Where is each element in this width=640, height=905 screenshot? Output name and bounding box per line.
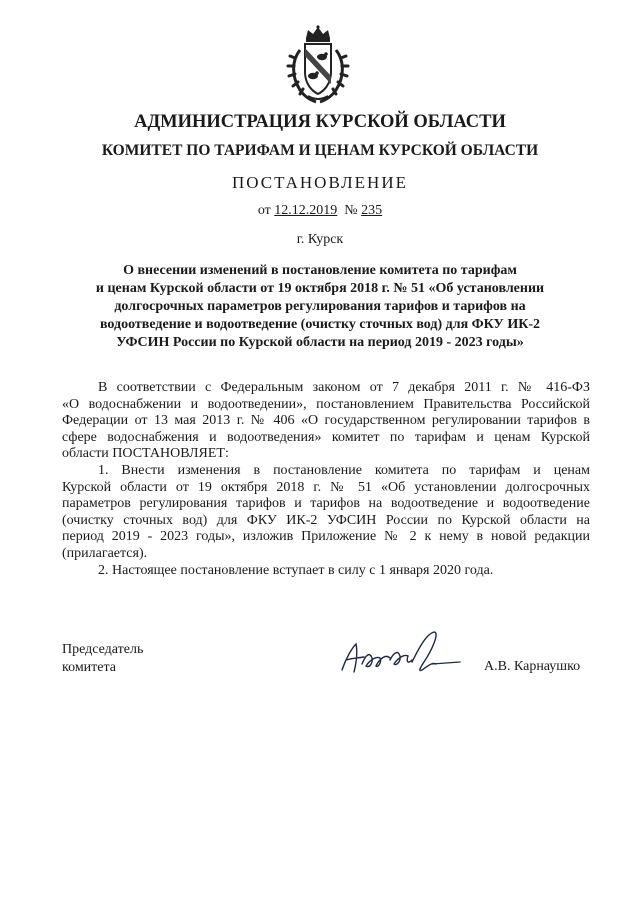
document-type: ПОСТАНОВЛЕНИЕ <box>231 173 408 192</box>
coat-of-arms-icon <box>286 24 350 104</box>
item-1-line: (очистку сточных вод) для ФКУ ИК-2 УФСИН России по Курской области на <box>62 512 590 528</box>
signatory-name: А.В. Карнаушко <box>484 659 581 674</box>
preamble-line: сфере водоснабжения и водоотведения» комитет по тарифам и ценам Курской <box>62 429 590 445</box>
item-1-line: 1. Внести изменения в постановление комитета по тарифам и ценам <box>98 462 590 478</box>
position-line: комитета <box>62 660 117 675</box>
document-body <box>62 380 590 579</box>
preamble-line: области ПОСТАНОВЛЯЕТ: <box>62 446 229 462</box>
preamble-line: «О водоснабжении и водоотведении», постановлением Правительства Российской <box>62 396 590 412</box>
item-1-line: (прилагается). <box>62 545 148 561</box>
subject-line: долгосрочных параметров регулирования тарифов и тарифов на <box>114 299 526 314</box>
subject-line: и ценам Курской области от 19 октября 2018 г. № 51 «Об установлении <box>95 281 545 296</box>
number-prefix: № <box>344 203 358 218</box>
preamble-line: Федерации от 13 мая 2013 г. № 406 «О государственном регулировании тарифов в <box>62 413 590 429</box>
document-number: 235 <box>361 203 383 218</box>
document-date-number <box>0 203 640 219</box>
administration-title: АДМИНИСТРАЦИЯ КУРСКОЙ ОБЛАСТИ <box>134 112 506 132</box>
item-2-line: 2. Настоящее постановление вступает в силу с 1 января 2020 года. <box>98 562 494 578</box>
item-1-paragraph <box>62 463 590 563</box>
subject-line: водоотведение и водоотведение (очистку сточных вод) для ФКУ ИК-2 <box>99 317 541 332</box>
item-1-line: период 2019 - 2023 годы», изложив Приложение № 2 к нему в новой редакции <box>62 529 590 545</box>
signatory-position <box>62 641 143 677</box>
committee-title: КОМИТЕТ ПО ТАРИФАМ И ЦЕНАМ КУРСКОЙ ОБЛАСТИ <box>101 142 539 159</box>
position-line: Председатель <box>62 642 144 657</box>
subject-line: УФСИН России по Курской области на период 2019 - 2023 годы» <box>116 335 524 350</box>
subject-line: О внесении изменений в постановление комитета по тарифам <box>123 263 517 278</box>
document-subject <box>70 262 570 352</box>
item-1-line: параметров регулирования тарифов и тарифов на водоотведение и водоотведение <box>62 496 590 512</box>
document-city: г. Курск <box>296 232 344 247</box>
handwritten-signature <box>336 628 464 678</box>
date-prefix: от <box>257 203 271 218</box>
document-date: 12.12.2019 <box>274 203 338 218</box>
preamble-line: В соответствии с Федеральным законом от 7 декабря 2011 г. № 416-ФЗ <box>98 380 590 395</box>
item-1-line: Курской области от 19 октября 2018 г. № 51 «Об установлении долгосрочных <box>62 479 590 495</box>
preamble-paragraph <box>62 380 590 463</box>
item-2-paragraph <box>62 563 590 580</box>
